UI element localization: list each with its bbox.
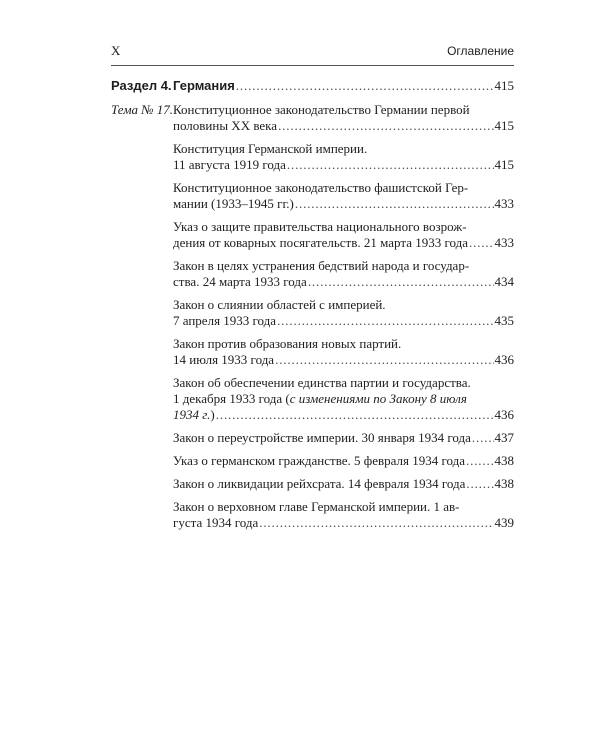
toc-entry-text-regular: мании (1933–1945 гг.) xyxy=(173,196,294,211)
toc-entry[interactable] xyxy=(173,180,514,212)
dot-leader xyxy=(277,313,493,329)
toc-entry-text xyxy=(173,141,367,156)
toc-page-number: 436 xyxy=(494,407,514,422)
dot-leader xyxy=(469,235,494,251)
toc-list xyxy=(173,102,514,538)
toc-page-number: 415 xyxy=(494,157,514,172)
toc-entry-text-regular: ства. 24 марта 1933 года xyxy=(173,274,307,289)
toc-section-row[interactable] xyxy=(111,76,514,96)
toc-entry-line xyxy=(173,219,514,235)
toc-entry-text-regular: Указ о германском гражданстве. 5 февраля 1934 года xyxy=(173,453,465,468)
toc-entry[interactable] xyxy=(173,476,514,492)
toc-entry-line xyxy=(173,196,514,212)
toc-entry-text xyxy=(173,430,471,446)
toc-entry-text-regular: Закон о ликвидации рейхсрата. 14 февраля 1934 года xyxy=(173,476,466,491)
toc-entry-text xyxy=(173,407,215,423)
toc-entry-text xyxy=(173,515,258,531)
dot-leader xyxy=(466,476,493,492)
toc-entry-text-regular: густа 1934 года xyxy=(173,515,259,530)
toc-entry-text-regular: половины XX века xyxy=(173,118,278,133)
toc-entry-text xyxy=(173,313,276,329)
topic-label: Тема № 17. xyxy=(111,102,174,117)
toc-entry-text xyxy=(173,118,277,134)
toc-entry-text-regular: Конституционное законодательство фашистской Гер- xyxy=(173,180,469,195)
toc-entry-text-regular: 14 июля 1933 года xyxy=(173,352,275,367)
toc-page-number: 439 xyxy=(494,515,514,530)
toc-entry-text-regular: 11 августа 1919 года xyxy=(173,157,286,172)
toc-entry-text-regular: Конституция Германской империи. xyxy=(173,141,368,156)
toc-page-number: 436 xyxy=(494,352,514,367)
toc-entry-text xyxy=(173,297,386,312)
toc-page-number: 433 xyxy=(494,196,514,211)
toc-entry-text-regular: Закон о верховном главе Германской империи. 1 ав- xyxy=(173,499,460,514)
toc-entry[interactable] xyxy=(173,336,514,368)
toc-page-number: 434 xyxy=(494,274,514,289)
running-head xyxy=(111,40,514,62)
toc-entry[interactable] xyxy=(173,453,514,469)
toc-entry-text xyxy=(173,196,294,212)
toc-page-number: 433 xyxy=(494,235,514,250)
toc-entry-line xyxy=(173,235,514,251)
toc-entry[interactable] xyxy=(173,430,514,446)
toc-entry-line xyxy=(173,118,514,134)
section-title: Германия xyxy=(173,78,235,93)
toc-entry-line xyxy=(173,157,514,173)
toc-entry-text-regular: Указ о защите правительства национального возрож- xyxy=(173,219,467,234)
dot-leader xyxy=(472,430,494,446)
toc-entry[interactable] xyxy=(173,499,514,531)
toc-entry-text-regular: дения от коварных посягательств. 21 марта 1933 года xyxy=(173,235,468,250)
toc-entry-text-italic: с изменениями по Закону 8 июля xyxy=(289,391,467,406)
toc-entry-line xyxy=(173,375,514,391)
dot-leader xyxy=(275,352,493,368)
toc-entry-text xyxy=(173,180,468,195)
toc-entry-line xyxy=(173,515,514,531)
section-page-number: 415 xyxy=(494,78,514,93)
toc-entry-line xyxy=(173,102,514,118)
toc-entry-line xyxy=(173,180,514,196)
toc-entry-text xyxy=(173,476,465,492)
toc-entry-line xyxy=(173,430,514,446)
toc-entry-line xyxy=(173,352,514,368)
toc-page-number: 435 xyxy=(494,313,514,328)
toc-page-number: 438 xyxy=(494,453,514,468)
toc-entry[interactable] xyxy=(173,258,514,290)
toc-entry-text-regular: Закон против образования новых партий. xyxy=(173,336,402,351)
toc-entry-text xyxy=(173,219,467,234)
toc-entry-line xyxy=(173,141,514,157)
toc-entry[interactable] xyxy=(173,219,514,251)
toc-entry-line xyxy=(173,336,514,352)
toc-entry-text xyxy=(173,235,468,251)
toc-entry-text xyxy=(173,391,467,406)
toc-entry-text xyxy=(173,258,469,273)
dot-leader xyxy=(308,274,494,290)
section-title-line xyxy=(173,76,514,96)
toc-entry-line xyxy=(173,499,514,515)
header-rule xyxy=(111,65,514,66)
toc-entry-line xyxy=(173,274,514,290)
dot-leader xyxy=(259,515,493,531)
toc-entry-text xyxy=(173,102,470,117)
toc-entry-text xyxy=(173,375,471,390)
page-number: X xyxy=(111,43,121,58)
running-title: Оглавление xyxy=(447,44,514,58)
toc-entry-text-regular: Закон о слиянии областей с империей. xyxy=(173,297,386,312)
toc-entry-text xyxy=(173,157,286,173)
dot-leader xyxy=(236,76,494,96)
toc-entry-line xyxy=(173,453,514,469)
toc-entry-text-regular: Закон в целях устранения бедствий народа и государ- xyxy=(173,258,470,273)
toc-entry-text xyxy=(173,352,274,368)
toc-entry-text xyxy=(173,499,459,514)
toc-entry-line xyxy=(173,313,514,329)
toc-entry-text-after: ) xyxy=(210,407,215,422)
toc-page-number: 415 xyxy=(494,118,514,133)
dot-leader xyxy=(466,453,494,469)
toc-entry-line xyxy=(173,391,514,407)
toc-page-number: 438 xyxy=(494,476,514,491)
toc-entry-text-italic: 1934 г. xyxy=(173,407,211,422)
toc-entry-text-regular: Закон об обеспечении единства партии и государства. xyxy=(173,375,471,390)
toc-entry-line xyxy=(173,258,514,274)
dot-leader xyxy=(287,157,494,173)
toc-page-number: 437 xyxy=(494,430,514,445)
toc-entry-line xyxy=(173,297,514,313)
toc-entry-line xyxy=(173,407,514,423)
toc-entry-text-regular: Закон о переустройстве империи. 30 января 1934 года xyxy=(173,430,471,445)
toc-entry-text-regular: 7 апреля 1933 года xyxy=(173,313,277,328)
dot-leader xyxy=(278,118,493,134)
toc-entry-text xyxy=(173,274,307,290)
toc-entry[interactable] xyxy=(173,297,514,329)
dot-leader xyxy=(216,407,494,423)
toc-entry[interactable] xyxy=(173,375,514,423)
toc-entry-text xyxy=(173,336,401,351)
toc-entry[interactable] xyxy=(173,102,514,134)
section-label: Раздел 4. xyxy=(111,78,172,93)
toc-entry[interactable] xyxy=(173,141,514,173)
toc-entry-line xyxy=(173,476,514,492)
dot-leader xyxy=(295,196,494,212)
toc-entry-text-regular: Конституционное законодательство Германии первой xyxy=(173,102,470,117)
toc-entry-text xyxy=(173,453,465,469)
toc-entry-text-regular: 1 декабря 1933 года ( xyxy=(173,391,290,406)
